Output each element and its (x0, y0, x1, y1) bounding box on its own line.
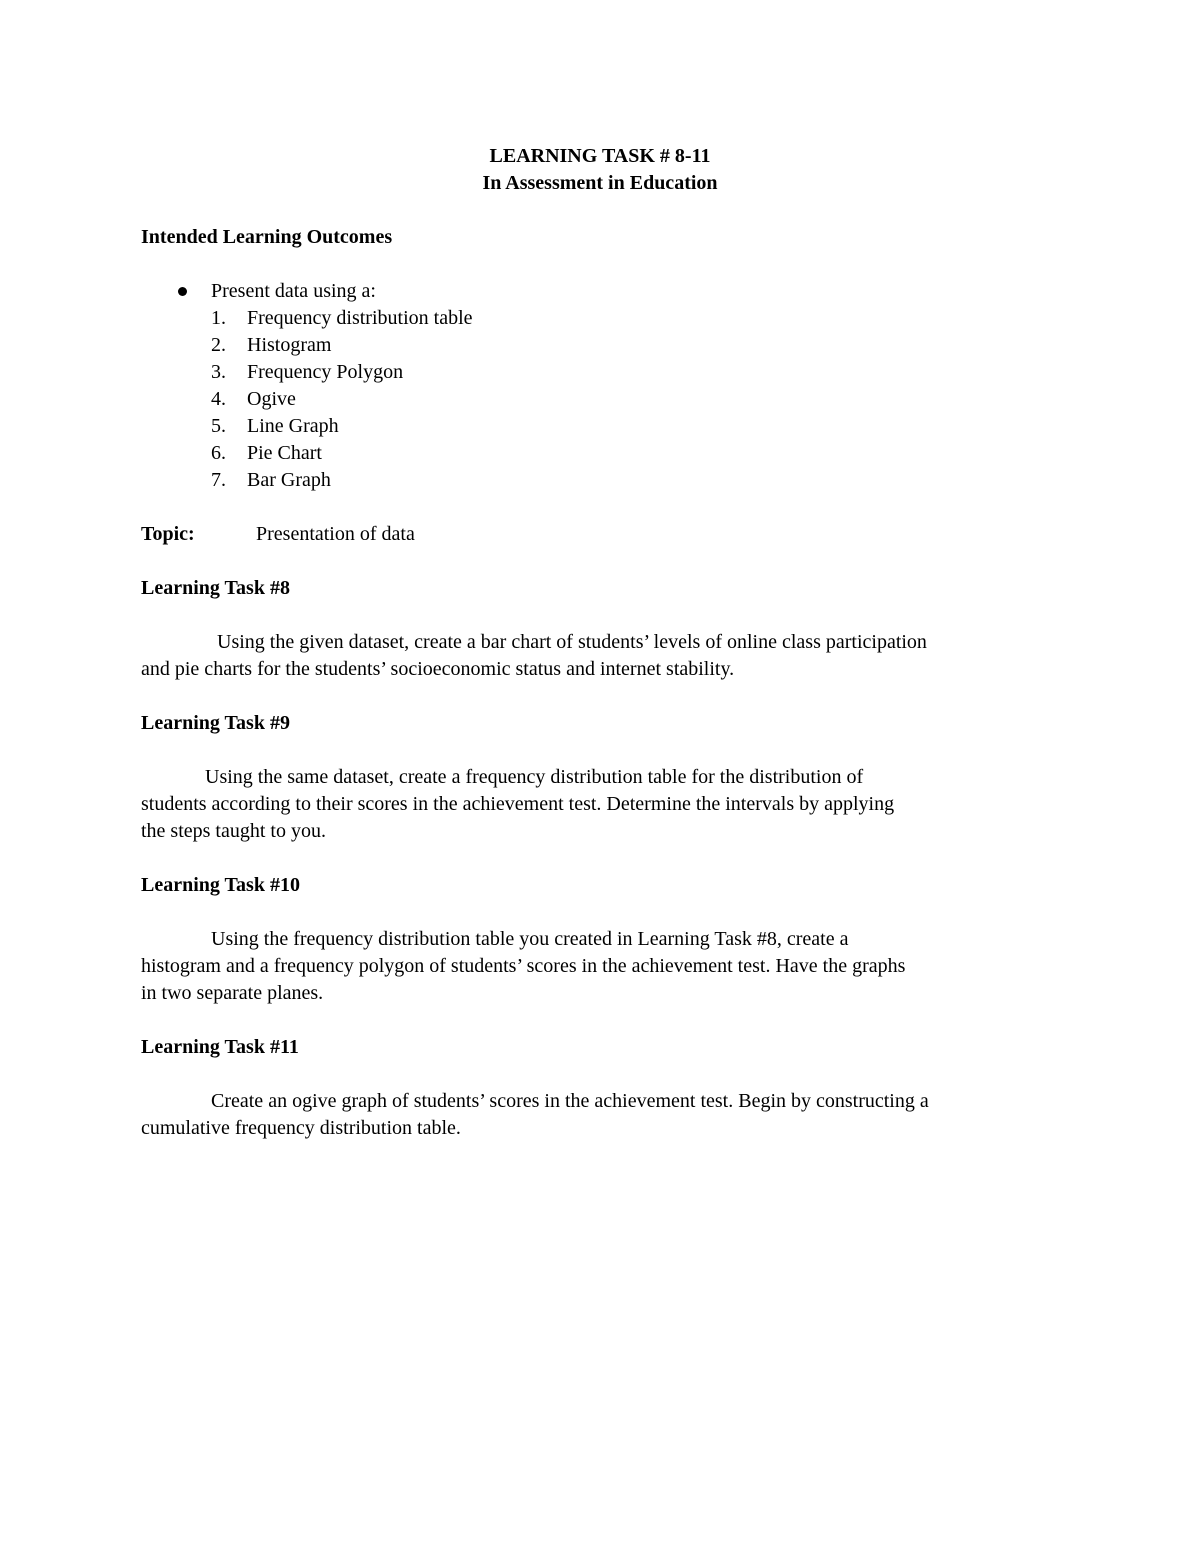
outcome-item-number: 4. (211, 388, 226, 410)
task-8-line: and pie charts for the students’ socioeconomic status and internet stability. (141, 658, 735, 680)
task-8-heading: Learning Task #8 (141, 577, 290, 599)
topic-label: Topic: (141, 523, 195, 545)
outcome-item-number: 7. (211, 469, 226, 491)
bullet-icon (178, 287, 187, 296)
outcome-item-number: 5. (211, 415, 226, 437)
task-8-line: Using the given dataset, create a bar chart of students’ levels of online class participation (217, 631, 927, 653)
task-11-line: Create an ogive graph of students’ scores in the achievement test. Begin by constructing a (211, 1090, 929, 1112)
topic-value: Presentation of data (256, 523, 415, 545)
task-9-paragraph (141, 764, 1071, 845)
outcome-item-text: Frequency Polygon (247, 361, 404, 383)
outcome-item (141, 413, 1061, 440)
task-11-heading: Learning Task #11 (141, 1036, 299, 1058)
task-8-paragraph (141, 629, 1071, 683)
outcome-item (141, 467, 1061, 494)
outcome-item-text: Ogive (247, 388, 296, 410)
outcome-item (141, 386, 1061, 413)
outcome-item (141, 359, 1061, 386)
task-9-line: Using the same dataset, create a frequency distribution table for the distribution of (205, 766, 864, 788)
task-10-line: in two separate planes. (141, 982, 324, 1004)
task-11-paragraph (141, 1088, 1071, 1142)
task-9-heading: Learning Task #9 (141, 712, 290, 734)
task-9-line: students according to their scores in the achievement test. Determine the intervals by applying (141, 793, 895, 815)
outcome-item-number: 3. (211, 361, 226, 383)
title-block (0, 143, 1200, 197)
outcome-item (141, 440, 1061, 467)
outcome-item (141, 332, 1061, 359)
task-10-line: Using the frequency distribution table you created in Learning Task #8, create a (211, 928, 849, 950)
outcome-bullet (141, 278, 1061, 305)
task-11-line: cumulative frequency distribution table. (141, 1117, 461, 1139)
document-title: LEARNING TASK # 8-11 (489, 145, 711, 167)
topic-row (141, 521, 415, 548)
outcome-item-text: Frequency distribution table (247, 307, 473, 329)
outcomes-heading: Intended Learning Outcomes (141, 226, 393, 248)
outcome-item-text: Histogram (247, 334, 332, 356)
outcome-item-text: Line Graph (247, 415, 339, 437)
outcomes-list (141, 278, 1061, 494)
outcome-item-number: 6. (211, 442, 226, 464)
task-10-heading: Learning Task #10 (141, 874, 300, 896)
task-9-line: the steps taught to you. (141, 820, 326, 842)
task-10-line: histogram and a frequency polygon of students’ scores in the achievement test. Have the graphs (141, 955, 906, 977)
outcome-item-number: 1. (211, 307, 226, 329)
outcome-bullet-text: Present data using a: (211, 280, 376, 302)
outcome-item-text: Pie Chart (247, 442, 322, 464)
outcome-item-number: 2. (211, 334, 226, 356)
document-subtitle: In Assessment in Education (482, 172, 718, 194)
outcome-item-text: Bar Graph (247, 469, 331, 491)
outcome-item (141, 305, 1061, 332)
task-10-paragraph (141, 926, 1071, 1007)
